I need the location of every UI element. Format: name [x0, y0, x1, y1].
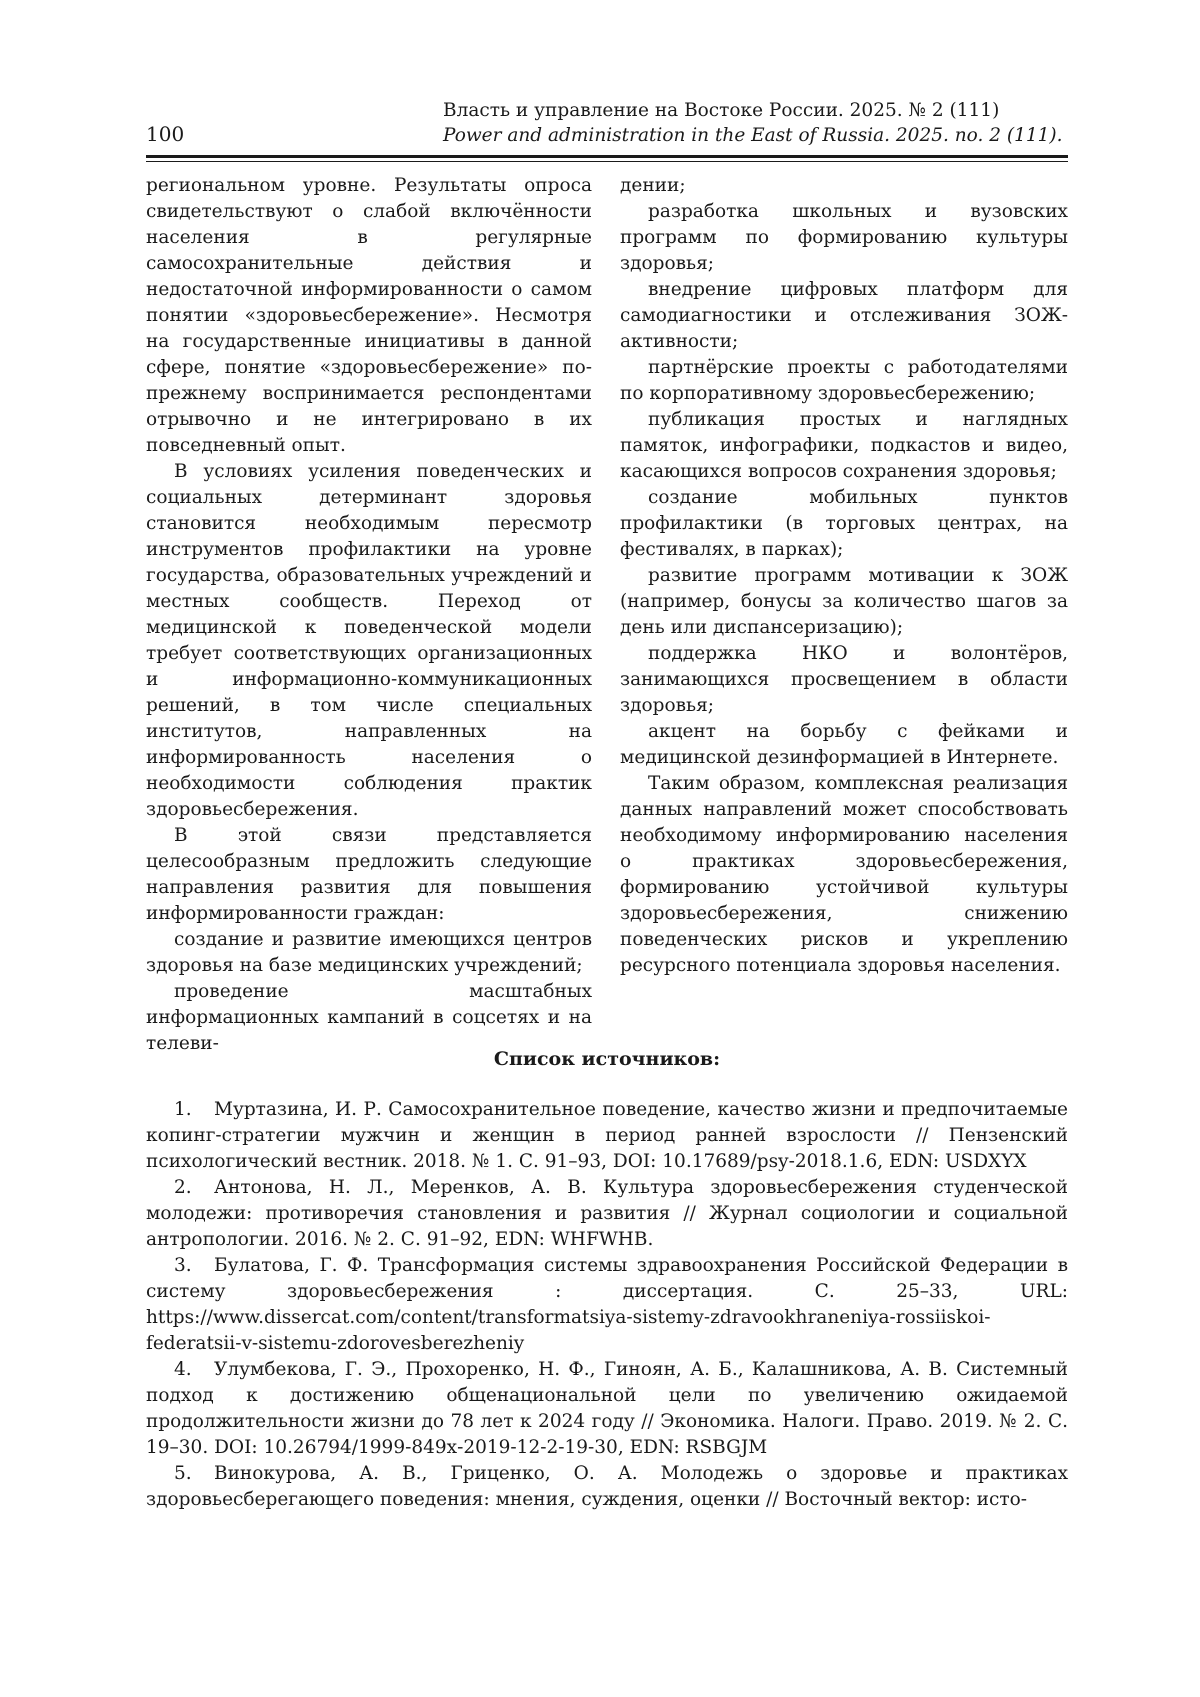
reference-text: Муртазина, И. Р. Самосохранительное поведение, качество жизни и предпочитаемые копинг-стратегии мужчин и женщин в период ранней взрослости // Пензенский психологический вестник. 2018. № 1. С. 91–93, DOI: 10.17689/psy-2018.1.6, EDN: USDXYX — [146, 1099, 1068, 1172]
reference-text: Булатова, Г. Ф. Трансформация системы здравоохранения Российской Федерации в систему здоровьесбережения : диссертация. С. 25–33, URL: https://www.dissercat.com/content/transformatsiya-sistemy-zdravookhraneniya-rossiiskoi-federatsii-v-sistemu-zdorovesberezheniy — [146, 1255, 1068, 1354]
reference-text: Винокурова, А. В., Гриценко, О. А. Молодежь о здоровье и практиках здоровьесберегающего поведения: мнения, суждения, оценки // Восточный вектор: исто- — [146, 1463, 1068, 1510]
paragraph: дении; — [620, 175, 686, 196]
reference-item — [146, 1357, 1068, 1461]
reference-text: Улумбекова, Г. Э., Прохоренко, Н. Ф., Гиноян, А. Б., Калашникова, А. В. Системный подход к достижению общенациональной цели по увеличению ожидаемой продолжительности жизни до 78 лет к 2024 году // Экономика. Налоги. Право. 2019. № 2. С. 19–30. DOI: 10.26794/1999-849х-2019-12-2-19-30, EDN: RSBGJM — [146, 1359, 1068, 1458]
reference-number: 2. — [174, 1177, 192, 1198]
reference-number: 3. — [174, 1255, 192, 1276]
running-header — [443, 98, 1068, 148]
header-rule-thick — [146, 155, 1068, 158]
reference-number: 5. — [174, 1463, 192, 1484]
paragraph: В этой связи представляется целесообразным предложить следующие направления развития для повышения информированности граждан: — [146, 825, 592, 924]
reference-item — [146, 1175, 1068, 1253]
list-item: внедрение цифровых платформ для самодиагностики и отслеживания ЗОЖ-активности; — [620, 279, 1068, 352]
references-list — [146, 1097, 1068, 1513]
reference-item — [146, 1253, 1068, 1357]
reference-number: 1. — [174, 1099, 192, 1120]
reference-item — [146, 1461, 1068, 1513]
header-rule-thin — [146, 161, 1068, 162]
list-item: партнёрские проекты с работодателями по корпоративному здоровьесбережению; — [620, 357, 1068, 404]
reference-item — [146, 1097, 1068, 1175]
right-column — [620, 173, 1068, 979]
page-number: 100 — [146, 122, 185, 146]
list-item: поддержка НКО и волонтёров, занимающихся просвещением в области здоровья; — [620, 643, 1068, 716]
list-item: акцент на борьбу с фейками и медицинской дезинформацией в Интернете. — [620, 721, 1068, 768]
reference-text: Антонова, Н. Л., Меренков, А. В. Культура здоровьесбережения студенческой молодежи: противоречия становления и развития // Журнал социологии и социальной антропологии. 2016. № 2. С. 91–92, EDN: WHFWHB. — [146, 1177, 1068, 1250]
list-item: создание мобильных пунктов профилактики (в торговых центрах, на фестивалях, в парках); — [620, 487, 1068, 560]
references-title: Список источников: — [493, 1048, 721, 1070]
list-item: разработка школьных и вузовских программ по формированию культуры здоровья; — [620, 201, 1068, 274]
paragraph: Таким образом, комплексная реализация данных направлений может способствовать необходимому информированию населения о практиках здоровьесбережения, формированию устойчивой культуры здоровьесбережения, снижению поведенческих рисков и укреплению ресурсного потенциала здоровья населения. — [620, 773, 1068, 976]
list-item: публикация простых и наглядных памяток, инфографики, подкастов и видео, касающихся вопросов сохранения здоровья; — [620, 409, 1068, 482]
journal-title-ru: Власть и управление на Востоке России. 2025. № 2 (111) — [443, 100, 1000, 121]
list-item: создание и развитие имеющихся центров здоровья на базе медицинских учреждений; — [146, 929, 592, 976]
journal-title-en: Power and administration in the East of Russia. 2025. no. 2 (111). — [443, 125, 1063, 146]
reference-number: 4. — [174, 1359, 192, 1380]
paragraph: В условиях усиления поведенческих и социальных детерминант здоровья становится необходимым пересмотр инструментов профилактики на уровне государства, образовательных учреждений и местных сообществ. Переход от медицинской к поведенческой модели требует соответствующих организационных и информационно-коммуникационных решений, в том числе специальных институтов, направленных на информированность населения о необходимости соблюдения практик здоровьесбережения. — [146, 461, 592, 820]
left-column — [146, 173, 592, 1057]
paragraph: региональном уровне. Результаты опроса свидетельствуют о слабой включённости населения в регулярные самосохранительные действия и недостаточной информированности о самом понятии «здоровьесбережение». Несмотря на государственные инициативы в данной сфере, понятие «здоровьесбережение» по-прежнему воспринимается респондентами отрывочно и не интегрировано в их повседневный опыт. — [146, 175, 592, 456]
list-item: проведение масштабных информационных кампаний в соцсетях и на телеви- — [146, 981, 592, 1054]
list-item: развитие программ мотивации к ЗОЖ (например, бонусы за количество шагов за день или диспансеризацию); — [620, 565, 1068, 638]
